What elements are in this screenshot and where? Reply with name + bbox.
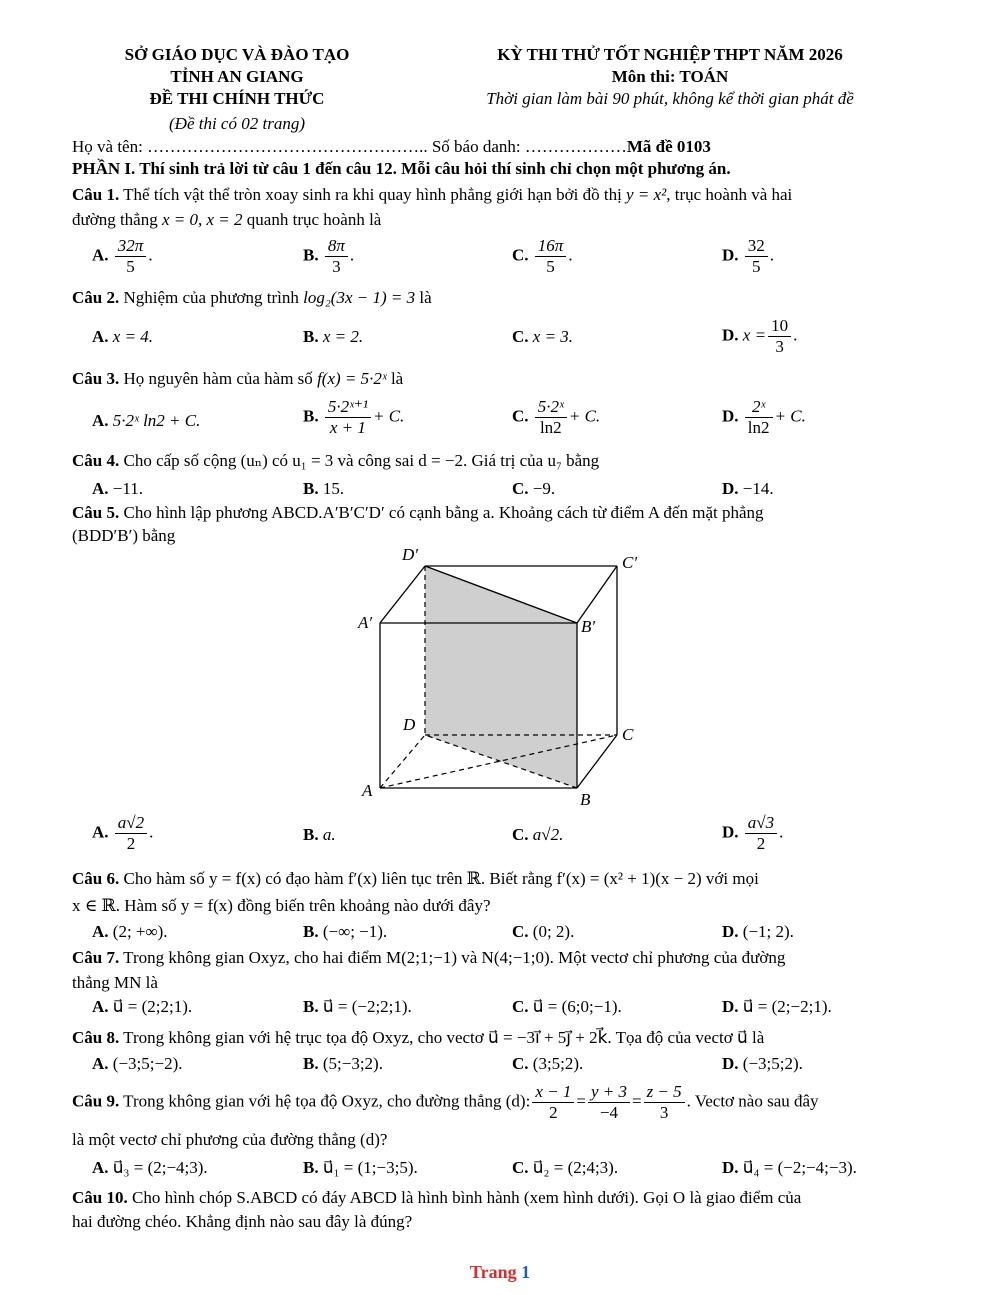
frac-den: −4 [599,1103,618,1122]
frac-den: 5 [752,257,761,276]
exam-code: Mã đề 0103 [626,137,711,156]
q7-text2: thẳng MN là [72,973,158,992]
option-value: (3;5;2). [532,1054,584,1073]
q7-option-c[interactable] [512,996,622,1018]
q10-line1 [72,1187,801,1209]
option-label: C. [512,327,529,346]
q6-line2 [72,895,491,917]
q5-line1 [72,502,764,524]
q2-option-d[interactable]: D. x = $\frac{10}{3}$ . [722,316,798,356]
frac-num: x − 1 [532,1082,574,1103]
q1-text4: quanh trục hoành là [242,210,382,229]
q4-option-a[interactable] [92,478,143,500]
label-a: A [362,781,373,800]
q5-option-a[interactable]: A. $\frac{a√2}{2}$ . [92,813,154,853]
q8-label: Câu 8. [72,1028,120,1047]
q3-label: Câu 3. [72,369,120,388]
q2-option-b[interactable] [303,326,363,348]
q1-sep: , [198,210,207,229]
q10-label: Câu 10. [72,1188,128,1207]
option-label: D. [722,822,739,842]
eq-sign: = [576,1091,586,1111]
q2-text2: là [415,288,432,307]
option-value: (2; +∞). [112,922,168,941]
q7-line2 [72,972,158,994]
frac-den: 3 [775,337,784,356]
q3-text2: là [386,369,404,388]
option-label: D. [722,325,739,345]
option-label: A. [92,1158,109,1177]
frac-den: 2 [756,834,766,853]
option-label: D. [722,245,739,265]
page-footer [0,1262,1000,1283]
q2-option-c[interactable] [512,326,573,348]
q7-option-b[interactable] [303,996,412,1018]
q4-label: Câu 4. [72,451,120,470]
option-label: D. [722,1054,739,1073]
option-label: A. [92,245,109,265]
option-value: x = 3. [532,327,574,346]
option-label: A. [92,997,109,1016]
q8-option-a[interactable] [92,1053,182,1075]
option-label: C. [512,825,529,844]
q7-line1 [72,947,785,969]
q3-line [72,368,403,390]
edge-bc-top [577,566,617,623]
header-left [92,44,382,110]
q6-line1 [72,868,759,890]
footer-word: Trang [469,1262,517,1282]
option-value: u⃗ = (6;0;−1). [532,997,622,1016]
department: SỞ GIÁO DỤC VÀ ĐÀO TẠO [124,45,350,64]
label-cp: C′ [622,553,638,572]
option-label: D. [722,997,739,1016]
q2-text: Nghiệm của phương trình [119,288,304,307]
frac-den: 3 [659,1103,669,1122]
q9-option-c[interactable] [512,1157,618,1179]
option-tail: + C. [568,406,601,426]
cube-figure [350,540,650,810]
eq-sign: = [631,1091,642,1111]
frac-num: 32π [115,236,147,257]
q1-line1 [72,184,792,206]
frac-den: 3 [332,257,341,276]
option-value: 15. [322,479,345,498]
q9-text3: là một vectơ chỉ phương của đường thẳng (d)? [72,1130,388,1149]
option-value: −9. [532,479,556,498]
q8-option-c[interactable] [512,1053,583,1075]
exam-subject: Môn thi: TOÁN [611,67,729,86]
frac-num: 5·2ˣ⁺¹ [325,397,371,418]
frac-num: 32 [745,236,768,257]
option-label: D. [722,406,739,426]
q4-text: Cho cấp số cộng (uₙ) có u₁ = 3 và công sai d = −2. Giá trị của u₇ bằng [119,451,600,470]
option-label: A. [92,479,109,498]
option-value: u⃗ = (2;2;1). [112,997,193,1016]
id-field-label: Số báo danh: ……………… [431,137,627,156]
frac-den: ln2 [747,418,770,437]
page-number: 1 [521,1262,531,1282]
option-label: B. [303,245,319,265]
q2-option-a[interactable] [92,326,153,348]
q2-label: Câu 2. [72,288,120,307]
q6-label: Câu 6. [72,869,120,888]
option-label: C. [512,1158,529,1177]
option-value: u⃗₂ = (2;4;3). [532,1158,619,1177]
option-value: −14. [742,479,774,498]
option-value: x = 2. [322,327,364,346]
label-d: D [403,715,416,734]
q5-option-c[interactable] [512,824,563,846]
option-label: A. [92,411,109,430]
name-field-label: Họ và tên: ………………………………………….. [72,137,432,156]
q1-option-a[interactable]: A. $\frac{32\pi}{5}$ . [92,236,153,276]
option-value: 5·2ˣ ln2 + C. [112,411,201,430]
option-value: x = [742,325,767,345]
frac-num: a√2 [115,813,147,834]
q7-option-a[interactable] [92,996,192,1018]
frac-num: a√3 [745,813,777,834]
q8-option-d[interactable] [722,1053,803,1075]
option-value: a. [322,825,336,844]
q6-option-b[interactable] [303,921,387,943]
q3-text: Họ nguyên hàm của hàm số [119,369,318,388]
q9-line2 [72,1129,387,1151]
frac-num: 2ˣ [745,397,773,418]
q9-text2: . Vectơ nào sau đây [686,1091,819,1111]
option-label: B. [303,1158,319,1177]
option-value: u⃗₁ = (1;−3;5). [322,1158,418,1177]
frac-den: 5 [546,257,555,276]
q4-option-b[interactable] [303,478,344,500]
q3-eq: f(x) = 5·2ˣ [317,369,387,388]
q9-label: Câu 9. [72,1091,120,1111]
q5-label: Câu 5. [72,503,120,522]
q9-text: Trong không gian với hệ tọa độ Oxyz, cho đường thẳng (d): [119,1091,531,1111]
option-value: a√2. [532,825,564,844]
q4-line [72,450,599,472]
option-label: A. [92,822,109,842]
label-ap: A′ [358,613,373,632]
option-label: C. [512,245,529,265]
part1-title: PHẦN I. Thí sinh trả lời từ câu 1 đến câu 12. Mỗi câu hỏi thí sinh chỉ chọn một phương án. [72,159,731,178]
q6-option-d[interactable] [722,921,794,943]
q5-option-b[interactable] [303,824,336,846]
option-label: C. [512,922,529,941]
page-count-note: (Đề thi có 02 trang) [169,114,305,133]
option-label: D. [722,479,739,498]
option-label: C. [512,479,529,498]
q7-label: Câu 7. [72,948,120,967]
option-value: u⃗₃ = (2;−4;3). [112,1158,208,1177]
q9-line1 [72,1082,819,1123]
option-value: u⃗ = (2;−2;1). [742,997,832,1016]
edge-ad-top [380,566,425,623]
candidate-line [72,136,711,158]
q1-option-d[interactable]: D. $\frac{32}{5}$ . [722,236,775,276]
q4-option-d[interactable] [722,478,774,500]
q6-option-c[interactable] [512,921,574,943]
q5-text2: (BDD′B′) bằng [72,526,176,545]
q3-option-b[interactable] [303,397,404,438]
q5-text: Cho hình lập phương ABCD.A′B′C′D′ có cạnh bằng a. Khoảng cách từ điểm A đến mặt phẳng [119,503,764,522]
q5-option-d[interactable]: D. $\frac{a√3}{2}$ . [722,813,784,853]
q1-option-c[interactable]: C. $\frac{16\pi}{5}$ . [512,236,573,276]
option-label: A. [92,327,109,346]
q10-text2: hai đường chéo. Khẳng định nào sau đây là đúng? [72,1212,413,1231]
q1-line2 [72,209,381,231]
frac-num: 5·2ˣ [535,397,567,418]
q6-text2: x ∈ ℝ. Hàm số y = f(x) đồng biến trên khoảng nào dưới đây? [72,896,491,915]
q9-option-d[interactable] [722,1157,857,1179]
frac-num: y + 3 [588,1082,630,1103]
label-b: B [580,790,591,809]
frac-num: 16π [535,236,567,257]
option-label: D. [722,1158,739,1177]
option-label: D. [722,922,739,941]
official-exam: ĐỀ THI CHÍNH THỨC [149,89,325,108]
province: TỈNH AN GIANG [170,67,304,86]
option-value: (5;−3;2). [322,1054,383,1073]
option-label: A. [92,1054,109,1073]
exam-title: KỲ THI THỬ TỐT NGHIỆP THPT NĂM 2026 [497,45,843,64]
frac-den: 2 [549,1103,558,1122]
option-value: (−3;5;−2). [112,1054,183,1073]
frac-num: 8π [325,236,348,257]
option-value: (−1; 2). [742,922,794,941]
option-value: (−3;5;2). [742,1054,803,1073]
q1-eq: y = x² [626,185,667,204]
q8-text: Trong không gian với hệ trục tọa độ Oxyz, cho vectơ u⃗ = −3i⃗ + 5j⃗ + 2k⃗. Tọa độ của vectơ u⃗ là [119,1028,765,1047]
frac-den: 5 [126,257,135,276]
label-bp: B′ [581,617,596,636]
q5-line2 [72,525,175,547]
q1-text: Thể tích vật thể tròn xoay sinh ra khi quay hình phẳng giới hạn bởi đồ thị [119,185,627,204]
option-tail: + C. [372,406,405,426]
option-tail: + C. [774,406,806,426]
q1-text2: , trục hoành và hai [666,185,793,204]
option-label: B. [303,1054,319,1073]
q10-text: Cho hình chóp S.ABCD có đáy ABCD là hình bình hành (xem hình dưới). Gọi O là giao điểm của [127,1188,802,1207]
frac-num: z − 5 [644,1082,685,1103]
q1-eq2: x = 0 [161,210,199,229]
q2-eq: log₂(3x − 1) = 3 [303,288,416,307]
label-dp: D′ [402,545,418,564]
option-label: B. [303,479,319,498]
option-value: u⃗₄ = (−2;−4;−3). [742,1158,857,1177]
label-c: C [622,725,634,744]
q6-text: Cho hàm số y = f(x) có đạo hàm f′(x) liên tục trên ℝ. Biết rằng f′(x) = (x² + 1)(x − 2) với mọi [119,869,759,888]
option-value: −11. [112,479,143,498]
q7-option-d[interactable] [722,996,832,1018]
q9-option-b[interactable] [303,1157,418,1179]
option-label: B. [303,327,319,346]
frac-den: ln2 [539,418,562,437]
q8-line [72,1027,764,1049]
q8-option-b[interactable] [303,1053,383,1075]
q6-option-a[interactable] [92,921,168,943]
q3-option-c[interactable] [512,397,600,438]
q1-text3: đường thẳng [72,210,162,229]
q3-option-a[interactable] [92,410,200,432]
q4-option-c[interactable] [512,478,555,500]
option-value: u⃗ = (−2;2;1). [322,997,412,1016]
option-value: x = 4. [112,327,154,346]
option-value: (0; 2). [532,922,575,941]
q1-option-b[interactable]: B. $\frac{8\pi}{3}$ . [303,236,355,276]
frac-num: 10 [768,316,791,337]
option-label: B. [303,825,319,844]
q3-option-d[interactable] [722,397,806,438]
option-label: B. [303,406,319,426]
option-label: A. [92,922,109,941]
option-label: C. [512,997,529,1016]
option-label: C. [512,1054,529,1073]
option-value: (−∞; −1). [322,922,388,941]
option-label: B. [303,922,319,941]
q2-line [72,287,432,309]
q10-line2 [72,1211,412,1233]
option-label: B. [303,997,319,1016]
q1-eq3: x = 2 [206,210,243,229]
q7-text: Trong không gian Oxyz, cho hai điểm M(2;1;−1) và N(4;−1;0). Một vectơ chỉ phương của đường [119,948,786,967]
option-label: C. [512,406,529,426]
exam-time: Thời gian làm bài 90 phút, không kể thời gian phát đề [486,89,854,108]
frac-den: 2 [126,834,136,853]
plane-bddb [425,566,577,788]
frac-den: x + 1 [329,418,366,437]
q9-option-a[interactable] [92,1157,208,1179]
header-right [430,44,910,110]
q1-label: Câu 1. [72,185,120,204]
